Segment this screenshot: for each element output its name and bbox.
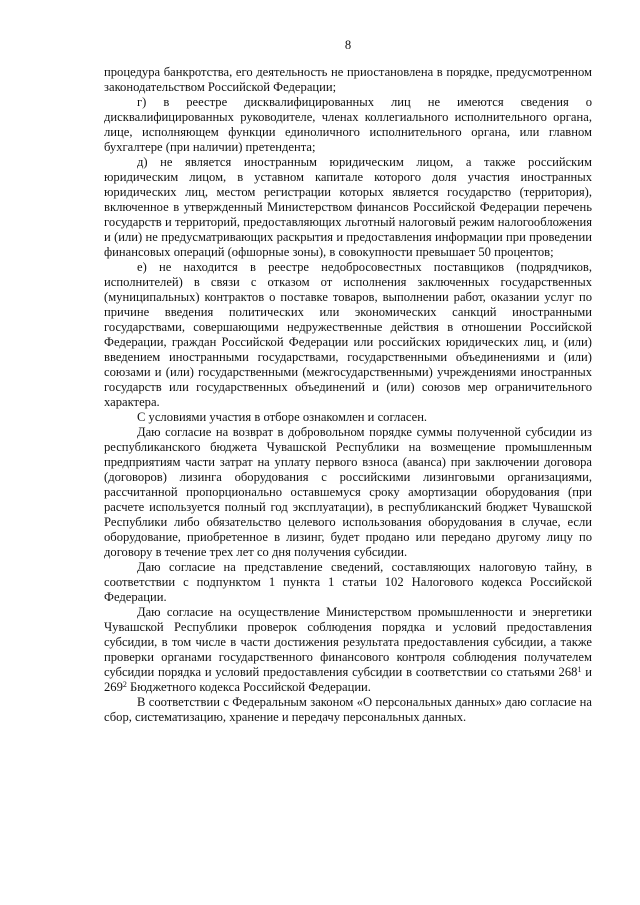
paragraph-refund-consent: Даю согласие на возврат в добровольном порядке суммы полученной субсидии из республиканского бюджета Чувашской Республики на возмещение промышленным предприятиям части затрат на уплату первого взноса (аванса) при заключении договора (договоров) лизинга оборудования с российскими лизинговыми организациями, рассчитанной пропорционально оставшемуся сроку амортизации оборудования (при расчете используется полный год эксплуатации), в республиканский бюджет Чувашской Республики либо обязательство целевого использования оборудования в случае, если оборудование, приобретенное в лизинг, будет продано или передано другому лицу по договору в течение трех лет со дня получения субсидии. — [104, 425, 592, 559]
paragraph-tax-secret-consent: Даю согласие на представление сведений, составляющих налоговую тайну, в соответствии с подпунктом 1 пункта 1 статьи 102 Налогового кодекса Российской Федерации. — [104, 560, 592, 604]
superscript-2: 2 — [122, 680, 127, 689]
paragraph-personal-data-consent: В соответствии с Федеральным законом «О персональных данных» даю согласие на сбор, систематизацию, хранение и передачу персональных данных. — [104, 695, 592, 724]
inspection-text-a: Даю согласие на осуществление Министерством промышленности и энергетики Чувашской Республики проверок соблюдения порядка и условий предоставления субсидии, в том числе в части достижения результата предоставления субсидии, а также проверки органами государственного финансового контроля соблюдения получателем субсидии порядка и условий предоставления субсидии в соответствии со статьями 268 — [104, 605, 592, 679]
paragraph-item-d: д) не является иностранным юридическим лицом, а также российским юридическим лицом, в уставном капитале которого доля участия иностранных юридических лиц, местом регистрации которых является государство (территория), включенное в утвержденный Министерством финансов Российской Федерации перечень государств и территорий, предоставляющих льготный налоговый режим налогообложения и (или) не предусматривающих раскрытия и предоставления информации при проведении финансовых операций (офшорные зоны), в совокупности превышает 50 процентов; — [104, 155, 592, 259]
paragraph-item-e: е) не находится в реестре недобросовестных поставщиков (подрядчиков, исполнителей) в связи с отказом от исполнения заключенных государственных (муниципальных) контрактов о поставке товаров, выполнении работ, оказании услуг по причине введения политических или экономических санкций иностранными государствами, совершающими недружественные действия в отношении Российской Федерации, граждан Российской Федерации или российских юридических лиц, и (или) введением иностранными государствами, государственными объединениями и (или) союзами и (или) государственными (межгосударственными) учреждениями иностранных государств или государственных объединений и (или) союзов мер ограничительного характера. — [104, 260, 592, 409]
paragraph-inspection-consent — [104, 605, 592, 695]
paragraph-continuation: процедура банкротства, его деятельность не приостановлена в порядке, предусмотренном законодательством Российской Федерации; — [104, 65, 592, 94]
inspection-text-c: Бюджетного кодекса Российской Федерации. — [126, 680, 371, 694]
page-number: 8 — [344, 38, 352, 52]
document-page — [104, 38, 592, 725]
inspection-text-b: и 269 — [104, 665, 592, 694]
paragraph-conditions-agreement: С условиями участия в отборе ознакомлен и согласен. — [137, 410, 428, 424]
superscript-1: 1 — [577, 665, 582, 674]
paragraph-item-g: г) в реестре дисквалифицированных лиц не имеются сведения о дисквалифицированных руководителе, членах коллегиального исполнительного органа, лице, исполняющем функции единоличного исполнительного органа, или главном бухгалтере (при наличии) претендента; — [104, 95, 592, 154]
